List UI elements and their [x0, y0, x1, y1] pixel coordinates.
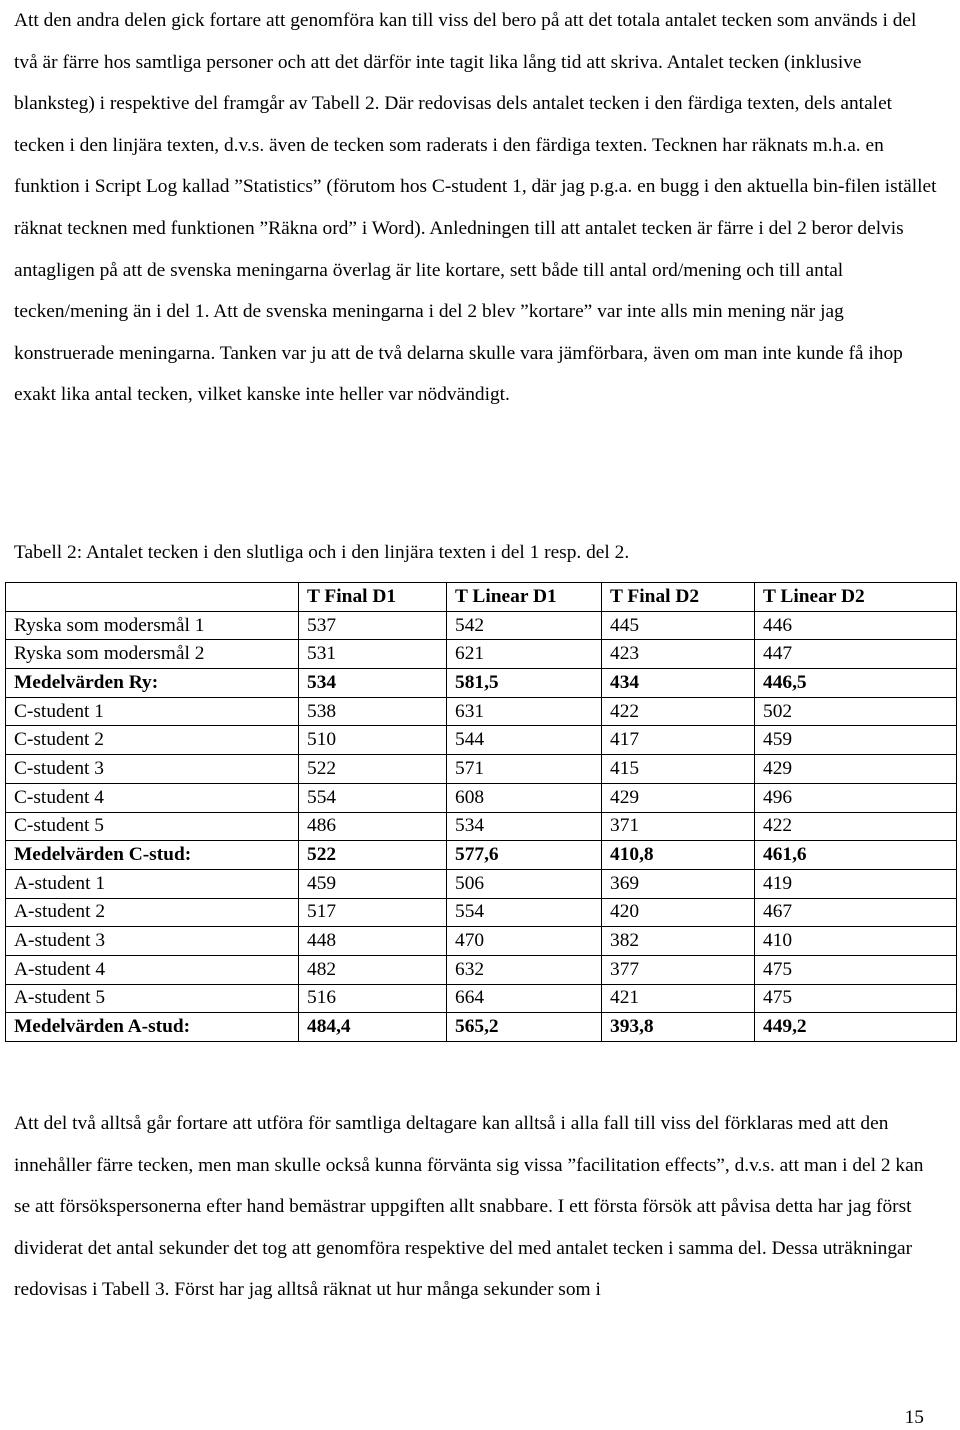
row-label: Medelvärden Ry: [6, 669, 299, 698]
row-label: C-student 5 [6, 812, 299, 841]
table-cell: 516 [299, 984, 447, 1013]
table-cell: 410 [755, 927, 957, 956]
table-cell: 459 [299, 869, 447, 898]
table-row [6, 755, 957, 784]
table-cell: 447 [755, 640, 957, 669]
table-cell: 445 [602, 611, 755, 640]
table-cell: 517 [299, 898, 447, 927]
row-label: Medelvärden C-stud: [6, 841, 299, 870]
table-summary-row [6, 841, 957, 870]
table-cell: 467 [755, 898, 957, 927]
table-cell: 554 [447, 898, 602, 927]
table-cell: 544 [447, 726, 602, 755]
table-cell: 419 [755, 869, 957, 898]
row-label: C-student 2 [6, 726, 299, 755]
row-label: A-student 2 [6, 898, 299, 927]
row-label: A-student 1 [6, 869, 299, 898]
row-label: C-student 1 [6, 697, 299, 726]
table-header-cell: T Linear D1 [447, 583, 602, 612]
table-header-cell: T Final D2 [602, 583, 755, 612]
table-cell: 446,5 [755, 669, 957, 698]
table-cell: 554 [299, 783, 447, 812]
table-cell: 632 [447, 955, 602, 984]
table-cell: 429 [755, 755, 957, 784]
table-cell: 577,6 [447, 841, 602, 870]
table-cell: 608 [447, 783, 602, 812]
table-cell: 534 [447, 812, 602, 841]
table-cell: 417 [602, 726, 755, 755]
table-cell: 415 [602, 755, 755, 784]
table-cell: 484,4 [299, 1013, 447, 1042]
page-number: 15 [904, 1407, 924, 1428]
table-cell: 382 [602, 927, 755, 956]
table-row [6, 984, 957, 1013]
table-cell: 422 [755, 812, 957, 841]
table-cell: 522 [299, 755, 447, 784]
body-paragraph-2: Att del två alltså går fortare att utföra för samtliga deltagare kan alltså i alla fall till viss del förklaras med att den innehåller färre tecken, men man skulle också kunna förvänta sig vissa ”facilitation effects”, d.v.s. att man i del 2 kan se att försökspersonerna efter hand bemästrar uppgiften allt snabbare. I ett första försök att påvisa detta har jag först dividerat det antal sekunder det tog att genomföra respektive del med antalet tecken i samma del. Dessa uträkningar redovisas i Tabell 3. Först har jag alltså räknat ut hur många sekunder som i [14, 1113, 924, 1301]
table-row [6, 611, 957, 640]
row-label: A-student 4 [6, 955, 299, 984]
row-label: Medelvärden A-stud: [6, 1013, 299, 1042]
table-cell: 571 [447, 755, 602, 784]
table-row [6, 955, 957, 984]
row-label: Ryska som modersmål 1 [6, 611, 299, 640]
table-cell: 446 [755, 611, 957, 640]
table-cell: 422 [602, 697, 755, 726]
table-row [6, 927, 957, 956]
table-cell: 531 [299, 640, 447, 669]
table-cell: 369 [602, 869, 755, 898]
table-row [6, 726, 957, 755]
table-header-cell: T Final D1 [299, 583, 447, 612]
table-row [6, 697, 957, 726]
table-row [6, 640, 957, 669]
table-cell: 486 [299, 812, 447, 841]
table-cell: 371 [602, 812, 755, 841]
table-row [6, 898, 957, 927]
table-row [6, 869, 957, 898]
table-header-cell: T Linear D2 [755, 583, 957, 612]
table-cell: 377 [602, 955, 755, 984]
table-summary-row [6, 1013, 957, 1042]
table-row [6, 783, 957, 812]
table-cell: 631 [447, 697, 602, 726]
table-cell: 420 [602, 898, 755, 927]
table-cell: 565,2 [447, 1013, 602, 1042]
table-cell: 510 [299, 726, 447, 755]
row-label: C-student 4 [6, 783, 299, 812]
row-label: Ryska som modersmål 2 [6, 640, 299, 669]
table-cell: 421 [602, 984, 755, 1013]
table-cell: 581,5 [447, 669, 602, 698]
table-cell: 434 [602, 669, 755, 698]
table-cell: 522 [299, 841, 447, 870]
row-label: A-student 5 [6, 984, 299, 1013]
table-cell: 664 [447, 984, 602, 1013]
row-label: C-student 3 [6, 755, 299, 784]
table-cell: 470 [447, 927, 602, 956]
table-summary-row [6, 669, 957, 698]
data-table [5, 582, 957, 1042]
table-cell: 449,2 [755, 1013, 957, 1042]
table-cell: 410,8 [602, 841, 755, 870]
table-cell: 423 [602, 640, 755, 669]
table-cell: 482 [299, 955, 447, 984]
table-cell: 537 [299, 611, 447, 640]
table-cell: 496 [755, 783, 957, 812]
table-cell: 475 [755, 955, 957, 984]
table-cell: 502 [755, 697, 957, 726]
table-cell: 459 [755, 726, 957, 755]
table-header-row [6, 583, 957, 612]
table-cell: 506 [447, 869, 602, 898]
table-header-empty [6, 583, 299, 612]
table-cell: 475 [755, 984, 957, 1013]
row-label: A-student 3 [6, 927, 299, 956]
table-cell: 542 [447, 611, 602, 640]
table-row [6, 812, 957, 841]
table-cell: 448 [299, 927, 447, 956]
table-caption: Tabell 2: Antalet tecken i den slutliga och i den linjära texten i del 1 resp. del 2. [14, 542, 630, 563]
table-cell: 538 [299, 697, 447, 726]
table-cell: 429 [602, 783, 755, 812]
body-paragraph-1: Att den andra delen gick fortare att genomföra kan till viss del bero på att det totala antalet tecken som används i del två är färre hos samtliga personer och att det därför inte tagit lika lång tid att skriva. Antalet tecken (inklusive blanksteg) i respektive del framgår av Tabell 2. Där redovisas dels antalet tecken i den färdiga texten, dels antalet tecken i den linjära texten, d.v.s. även de tecken som raderats i den färdiga texten. Tecknen har räknats m.h.a. en funktion i Script Log kallad ”Statistics” (förutom hos C-student 1, där jag p.g.a. en bugg i den aktuella bin-filen istället räknat tecknen med funktionen ”Räkna ord” i Word). Anledningen till att antalet tecken är färre i del 2 beror delvis antagligen på att de svenska meningarna överlag är lite kortare, sett både till antal ord/mening och till antal tecken/mening än i del 1. Att de svenska meningarna i del 2 blev ”kortare” var inte alls min mening när jag konstruerade meningarna. Tanken var ju att de två delarna skulle vara jämförbara, även om man inte kunde få ihop exakt lika antal tecken, vilket kanske inte heller var nödvändigt. [14, 10, 937, 406]
table-cell: 461,6 [755, 841, 957, 870]
table-cell: 393,8 [602, 1013, 755, 1042]
table-cell: 534 [299, 669, 447, 698]
table-cell: 621 [447, 640, 602, 669]
